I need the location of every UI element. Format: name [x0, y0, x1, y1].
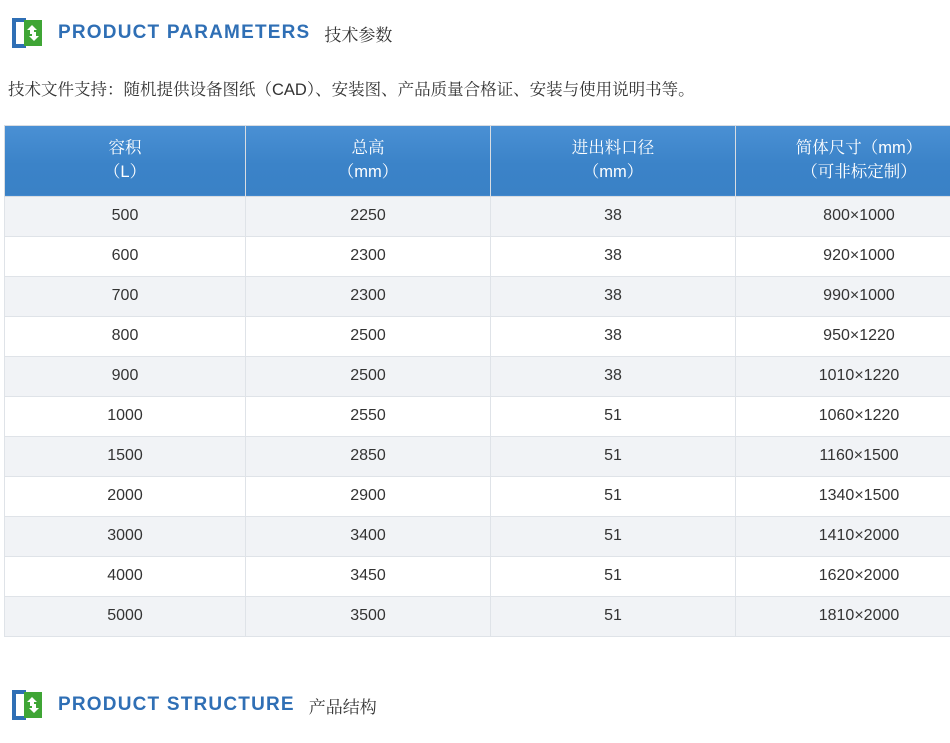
- section-title-en: PRODUCT STRUCTURE: [58, 694, 295, 716]
- cell-body-size: 950×1220: [736, 316, 950, 356]
- column-header-total-height: [246, 125, 491, 196]
- column-header-line2: （L）: [9, 161, 241, 185]
- cell-volume: 600: [5, 236, 246, 276]
- section-title-en: PRODUCT PARAMETERS: [58, 22, 310, 44]
- table-row: [5, 396, 950, 436]
- cell-total-height: 2850: [246, 436, 491, 476]
- cell-port-diameter: 51: [491, 396, 736, 436]
- cell-port-diameter: 51: [491, 516, 736, 556]
- table-row: [5, 316, 950, 356]
- table-row: [5, 276, 950, 316]
- cell-total-height: 2300: [246, 236, 491, 276]
- cell-volume: 1500: [5, 436, 246, 476]
- column-header-line2: （mm）: [250, 161, 486, 185]
- cell-total-height: 2550: [246, 396, 491, 436]
- cell-body-size: 1340×1500: [736, 476, 950, 516]
- table-row: [5, 556, 950, 596]
- cell-body-size: 920×1000: [736, 236, 950, 276]
- intro-text: 技术文件支持：随机提供设备图纸（CAD）、安装图、产品质量合格证、安装与使用说明书等。: [8, 78, 950, 103]
- cell-port-diameter: 51: [491, 436, 736, 476]
- cell-total-height: 3450: [246, 556, 491, 596]
- cell-body-size: 990×1000: [736, 276, 950, 316]
- table-row: [5, 236, 950, 276]
- section-title-cn: 技术参数: [324, 21, 392, 46]
- cell-total-height: 2250: [246, 196, 491, 236]
- table-row: [5, 196, 950, 236]
- column-header-line1: 进出料口径: [495, 137, 731, 161]
- column-header-volume: [5, 125, 246, 196]
- cell-body-size: 800×1000: [736, 196, 950, 236]
- table-row: [5, 596, 950, 636]
- table-row: [5, 516, 950, 556]
- cell-port-diameter: 51: [491, 476, 736, 516]
- cell-total-height: 3500: [246, 596, 491, 636]
- cell-total-height: 2500: [246, 356, 491, 396]
- parameters-table-wrapper: [4, 125, 946, 637]
- column-header-line1: 简体尺寸（mm）: [740, 137, 950, 161]
- cell-port-diameter: 38: [491, 356, 736, 396]
- column-header-line1: 总高: [250, 137, 486, 161]
- column-header-line2: （mm）: [495, 161, 731, 185]
- cell-total-height: 2300: [246, 276, 491, 316]
- table-row: [5, 436, 950, 476]
- product-parameters-page: [0, 16, 950, 743]
- cell-port-diameter: 51: [491, 556, 736, 596]
- section-title-cn: 产品结构: [309, 693, 377, 718]
- cell-port-diameter: 51: [491, 596, 736, 636]
- cell-total-height: 2500: [246, 316, 491, 356]
- parameters-table: [4, 125, 950, 637]
- cell-body-size: 1810×2000: [736, 596, 950, 636]
- cell-volume: 700: [5, 276, 246, 316]
- column-header-line1: 容积: [9, 137, 241, 161]
- cell-volume: 800: [5, 316, 246, 356]
- cell-body-size: 1060×1220: [736, 396, 950, 436]
- column-header-port-diameter: [491, 125, 736, 196]
- cell-port-diameter: 38: [491, 276, 736, 316]
- cell-volume: 3000: [5, 516, 246, 556]
- section-header-parameters: [0, 16, 950, 50]
- column-header-body-size: [736, 125, 950, 196]
- section-header-structure: [0, 688, 377, 722]
- logo-mark-icon: [10, 688, 44, 722]
- cell-volume: 900: [5, 356, 246, 396]
- cell-volume: 500: [5, 196, 246, 236]
- table-header-row: [5, 125, 950, 196]
- cell-volume: 5000: [5, 596, 246, 636]
- cell-volume: 1000: [5, 396, 246, 436]
- cell-body-size: 1160×1500: [736, 436, 950, 476]
- cell-port-diameter: 38: [491, 316, 736, 356]
- cell-volume: 4000: [5, 556, 246, 596]
- cell-body-size: 1410×2000: [736, 516, 950, 556]
- cell-volume: 2000: [5, 476, 246, 516]
- cell-total-height: 3400: [246, 516, 491, 556]
- cell-port-diameter: 38: [491, 236, 736, 276]
- table-row: [5, 356, 950, 396]
- table-row: [5, 476, 950, 516]
- logo-mark-icon: [10, 16, 44, 50]
- cell-port-diameter: 38: [491, 196, 736, 236]
- cell-body-size: 1620×2000: [736, 556, 950, 596]
- parameters-table-body: [5, 196, 950, 636]
- cell-total-height: 2900: [246, 476, 491, 516]
- column-header-line2: （可非标定制）: [740, 161, 950, 185]
- cell-body-size: 1010×1220: [736, 356, 950, 396]
